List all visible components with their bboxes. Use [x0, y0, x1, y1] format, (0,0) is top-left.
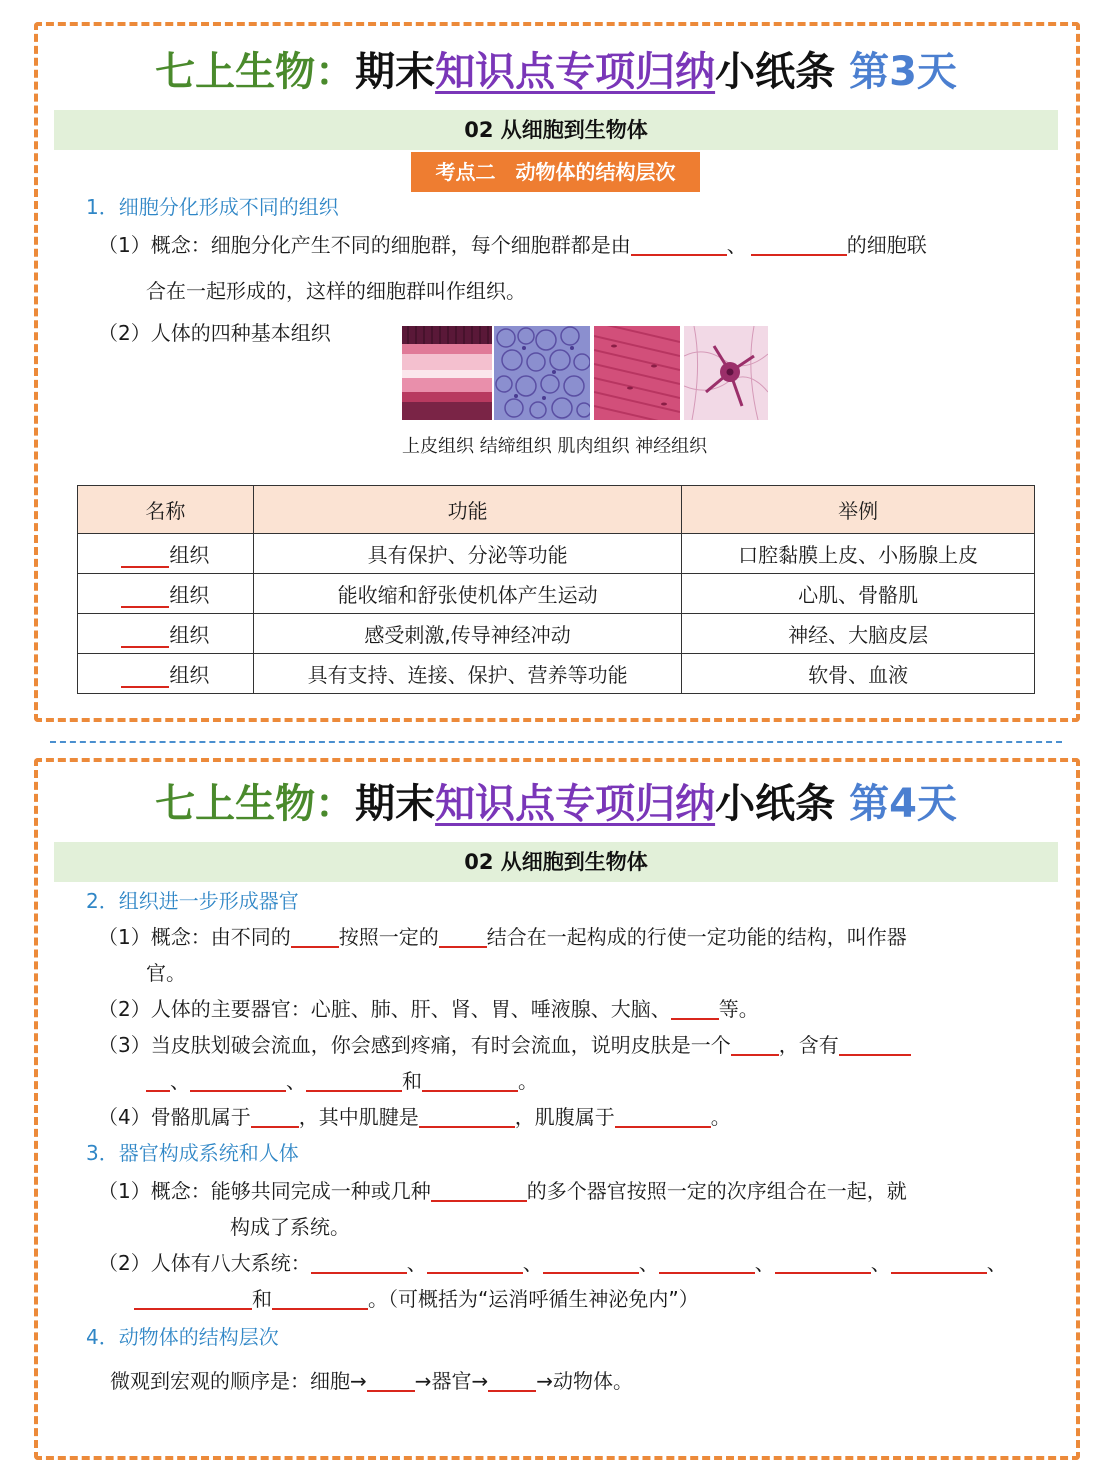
skin-organ-line-2: 、 、 和 。 — [146, 1066, 538, 1096]
fill-blank[interactable] — [272, 1286, 368, 1310]
day3-chapter-band: 02 从细胞到生物体 — [54, 110, 1058, 150]
table-row — [78, 574, 1035, 614]
row-example-cell: 口腔黏膜上皮、小肠腺上皮 — [682, 534, 1035, 574]
fill-blank[interactable] — [488, 1368, 536, 1392]
fill-blank[interactable] — [121, 626, 169, 648]
fill-blank[interactable] — [659, 1250, 755, 1274]
skeletal-muscle-line: （4）骨骼肌属于 ，其中肌腱是 ，肌腹属于 。 — [98, 1105, 731, 1129]
concept-line-2: 合在一起形成的，这样的细胞群叫作组织。 — [146, 279, 526, 303]
table-row — [78, 614, 1035, 654]
organ-concept-line-1: （1）概念：由不同的 按照一定的 结合在一起构成的行使一定功能的结构，叫作器 — [98, 925, 907, 949]
fill-blank[interactable] — [121, 666, 169, 688]
fill-blank[interactable] — [306, 1068, 402, 1092]
row-name-cell: 组织 — [78, 654, 254, 694]
skin-organ-line-1: （3）当皮肤划破会流血，你会感到疼痛，有时会流血，说明皮肤是一个 ，含有 — [98, 1030, 911, 1060]
row-function-cell: 具有保护、分泌等功能 — [253, 534, 682, 574]
day4-title: 七上生物：期末知识点专项归纳小纸条 第4天 — [155, 781, 957, 827]
connective-tissue-image — [494, 326, 590, 420]
table-row — [78, 654, 1035, 694]
fill-blank[interactable] — [121, 546, 169, 568]
fill-blank[interactable] — [146, 1068, 170, 1092]
fill-blank[interactable] — [615, 1104, 711, 1128]
fill-blank[interactable] — [422, 1068, 518, 1092]
fill-blank[interactable] — [311, 1250, 407, 1274]
fill-blank[interactable] — [775, 1250, 871, 1274]
day4-chapter-band: 02 从细胞到生物体 — [54, 842, 1058, 882]
fill-blank[interactable] — [891, 1250, 987, 1274]
nerve-tissue-image — [684, 326, 768, 420]
row-name-cell: 组织 — [78, 614, 254, 654]
row-name-cell: 组织 — [78, 574, 254, 614]
epithelial-tissue-image — [402, 326, 492, 420]
section-1-heading: 1．细胞分化形成不同的组织 — [86, 195, 339, 219]
header-example: 举例 — [682, 486, 1035, 534]
structure-order-line: 微观到宏观的顺序是：细胞→ →器官→ →动物体。 — [110, 1369, 634, 1393]
row-name-cell: 组织 — [78, 534, 254, 574]
card-divider — [50, 741, 1062, 743]
eight-systems-line-1: （2）人体有八大系统： 、 、 、 、 、 、 — [98, 1251, 1007, 1275]
exam-point-badge: 考点二 动物体的结构层次 — [411, 152, 700, 192]
row-function-cell: 具有支持、连接、保护、营养等功能 — [253, 654, 682, 694]
section-3-heading: 3．器官构成系统和人体 — [86, 1141, 299, 1165]
row-function-cell: 能收缩和舒张使机体产生运动 — [253, 574, 682, 614]
row-example-cell: 软骨、血液 — [682, 654, 1035, 694]
row-example-cell: 神经、大脑皮层 — [682, 614, 1035, 654]
fill-blank[interactable] — [367, 1368, 415, 1392]
fill-blank[interactable] — [251, 1104, 299, 1128]
system-concept-line-1: （1）概念：能够共同完成一种或几种 的多个器官按照一定的次序组合在一起，就 — [98, 1179, 907, 1203]
fill-blank[interactable] — [121, 586, 169, 608]
fill-blank[interactable] — [190, 1068, 286, 1092]
concept-line-1: （1）概念：细胞分化产生不同的细胞群，每个细胞群都是由 、 的细胞联 — [98, 233, 927, 257]
tissue-table — [77, 485, 1035, 694]
fill-blank[interactable] — [839, 1032, 911, 1056]
fill-blank[interactable] — [419, 1104, 515, 1128]
tissue-image-captions: 上皮组织 结缔组织 肌肉组织 神经组织 — [402, 436, 708, 457]
fill-blank[interactable] — [671, 996, 719, 1020]
section-4-heading: 4．动物体的结构层次 — [86, 1325, 279, 1349]
fill-blank[interactable] — [543, 1250, 639, 1274]
day3-title: 七上生物：期末知识点专项归纳小纸条 第3天 — [155, 49, 957, 95]
header-function: 功能 — [253, 486, 682, 534]
muscle-tissue-image — [594, 326, 680, 420]
fill-blank[interactable] — [134, 1286, 252, 1310]
fill-blank[interactable] — [751, 232, 847, 256]
main-organs-line: （2）人体的主要器官：心脏、肺、肝、肾、胃、唾液腺、大脑、 等。 — [98, 997, 759, 1021]
row-example-cell: 心肌、骨骼肌 — [682, 574, 1035, 614]
fill-blank[interactable] — [631, 232, 727, 256]
fill-blank[interactable] — [427, 1250, 523, 1274]
section-2-heading: 2．组织进一步形成器官 — [86, 889, 299, 913]
fill-blank[interactable] — [731, 1032, 779, 1056]
row-function-cell: 感受刺激,传导神经冲动 — [253, 614, 682, 654]
table-header-row — [78, 486, 1035, 534]
organ-concept-line-2: 官。 — [146, 961, 186, 985]
system-concept-line-2: 构成了系统。 — [230, 1215, 350, 1239]
fill-blank[interactable] — [291, 924, 339, 948]
fill-blank[interactable] — [431, 1178, 527, 1202]
eight-systems-line-2: 和 。（可概括为“运消呼循生神泌免内”） — [134, 1284, 699, 1314]
four-tissues-label: （2）人体的四种基本组织 — [98, 321, 331, 345]
table-row — [78, 534, 1035, 574]
fill-blank[interactable] — [439, 924, 487, 948]
header-name: 名称 — [78, 486, 254, 534]
